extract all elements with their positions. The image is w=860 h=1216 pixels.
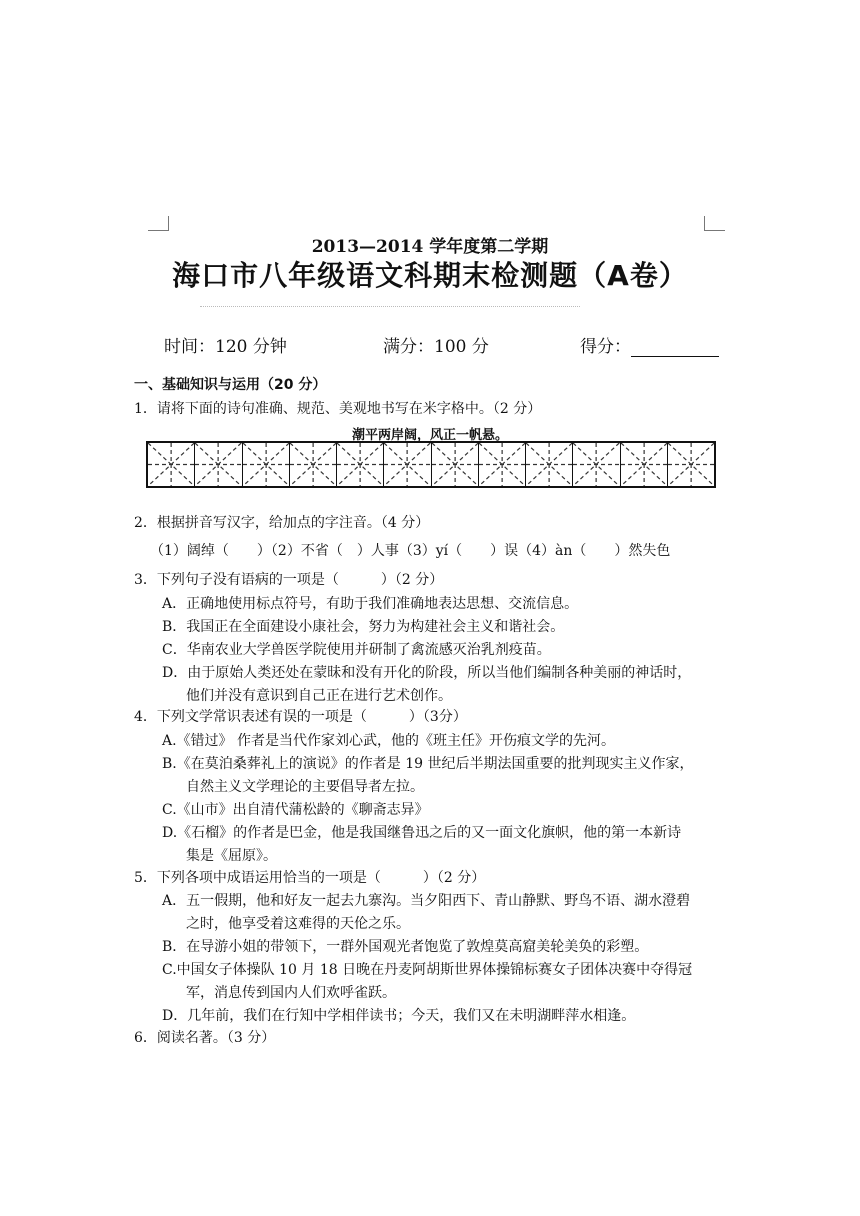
q3-option-d-line1: D．由于原始人类还处在蒙昧和没有开化的阶段，所以当他们编制各种美丽的神话时， — [162, 665, 692, 681]
q4-option-b-line2: 自然主义文学理论的主要倡导者左拉。 — [186, 779, 424, 795]
score-field[interactable] — [580, 332, 719, 357]
score-label: 得分： — [580, 337, 631, 357]
q5-option-c-line1: C.中国女子体操队 10 月 18 日晚在丹麦阿胡斯世界体操锦标赛女子团体决赛中夺得冠 — [162, 962, 693, 978]
grid-cell[interactable] — [573, 443, 620, 486]
q5-option-b: B．在导游小姐的带领下，一群外国观光者饱览了敦煌莫高窟美轮美奂的彩塑。 — [162, 939, 649, 955]
q4-stem: 4．下列文学常识表述有误的一项是（ ）（3分） — [134, 709, 467, 725]
grid-cell[interactable] — [195, 443, 242, 486]
q3-option-a: A．正确地使用标点符号，有助于我们准确地表达思想、交流信息。 — [162, 596, 579, 612]
q6-stem: 6．阅读名著。（3 分） — [134, 1030, 276, 1046]
q5-option-a-line2: 之时，他享受着这难得的天伦之乐。 — [186, 916, 410, 932]
q4-option-d-line1: D.《石榴》的作者是巴金，他是我国继鲁迅之后的又一面文化旗帜，他的第一本新诗 — [162, 825, 682, 841]
score-blank[interactable] — [631, 340, 719, 357]
page-title: 海口市八年级语文科期末检测题（A卷） — [172, 259, 688, 292]
time-label: 时间：120 分钟 — [164, 337, 287, 357]
q5-option-a-line1: A．五一假期，他和好友一起去九寨沟。当夕阳西下、青山静默、野鸟不语、湖水澄碧 — [162, 893, 691, 909]
q4-option-a: A.《错过》 作者是当代作家刘心武，他的《班主任》开伤痕文学的先河。 — [162, 733, 616, 749]
q4-option-c: C.《山市》出自清代蒲松龄的《聊斋志异》 — [162, 802, 429, 818]
grid-cell[interactable] — [384, 443, 431, 486]
q4-option-d-line2: 集是《屈原》。 — [186, 848, 277, 864]
grid-cell[interactable] — [290, 443, 337, 486]
q3-stem: 3．下列句子没有语病的一项是（ ）（2 分） — [134, 572, 444, 588]
writing-grid[interactable] — [146, 441, 716, 488]
grid-cell[interactable] — [621, 443, 668, 486]
q3-option-b: B．我国正在全面建设小康社会，努力为构建社会主义和谐社会。 — [162, 619, 565, 635]
crop-mark-top-left — [148, 216, 169, 231]
q2-stem: 2．根据拼音写汉字，给加点的字注音。（4 分） — [134, 515, 430, 531]
section-heading: 一、基础知识与运用（20 分） — [134, 377, 327, 393]
q3-option-c: C．华南农业大学兽医学院使用并研制了禽流感灭治乳剂疫苗。 — [162, 642, 551, 658]
grid-cell[interactable] — [148, 443, 195, 486]
grid-cell[interactable] — [668, 443, 714, 486]
faded-subtitle-strip — [200, 306, 580, 313]
q5-stem: 5．下列各项中成语运用恰当的一项是（ ）（2 分） — [134, 870, 486, 886]
q1-poem: 潮平两岸阔，风正一帆悬。 — [351, 428, 508, 443]
q1-stem: 1．请将下面的诗句准确、规范、美观地书写在米字格中。（2 分） — [134, 401, 542, 417]
full-score-label: 满分：100 分 — [383, 337, 489, 357]
grid-cell[interactable] — [337, 443, 384, 486]
grid-cell[interactable] — [479, 443, 526, 486]
grid-cell[interactable] — [526, 443, 573, 486]
crop-mark-top-right — [704, 216, 725, 231]
q5-option-c-line2: 军，消息传到国内人们欢呼雀跃。 — [186, 985, 396, 1001]
q3-option-d-line2: 他们并没有意识到自己正在进行艺术创作。 — [186, 688, 452, 704]
grid-cell[interactable] — [243, 443, 290, 486]
q2-items: （1）阔绰（ ）（2）不省（ ）人事（3）yí（ ）误（4）àn（ ）然失色 — [150, 543, 671, 559]
grid-cell[interactable] — [432, 443, 479, 486]
year-line: 2013—2014 学年度第二学期 — [311, 237, 549, 257]
q5-option-d: D．几年前，我们在行知中学相伴读书；今天，我们又在未明湖畔萍水相逢。 — [162, 1008, 636, 1024]
q4-option-b-line1: B.《在莫泊桑葬礼上的演说》的作者是 19 世纪后半期法国重要的批判现实主义作家， — [162, 756, 694, 772]
